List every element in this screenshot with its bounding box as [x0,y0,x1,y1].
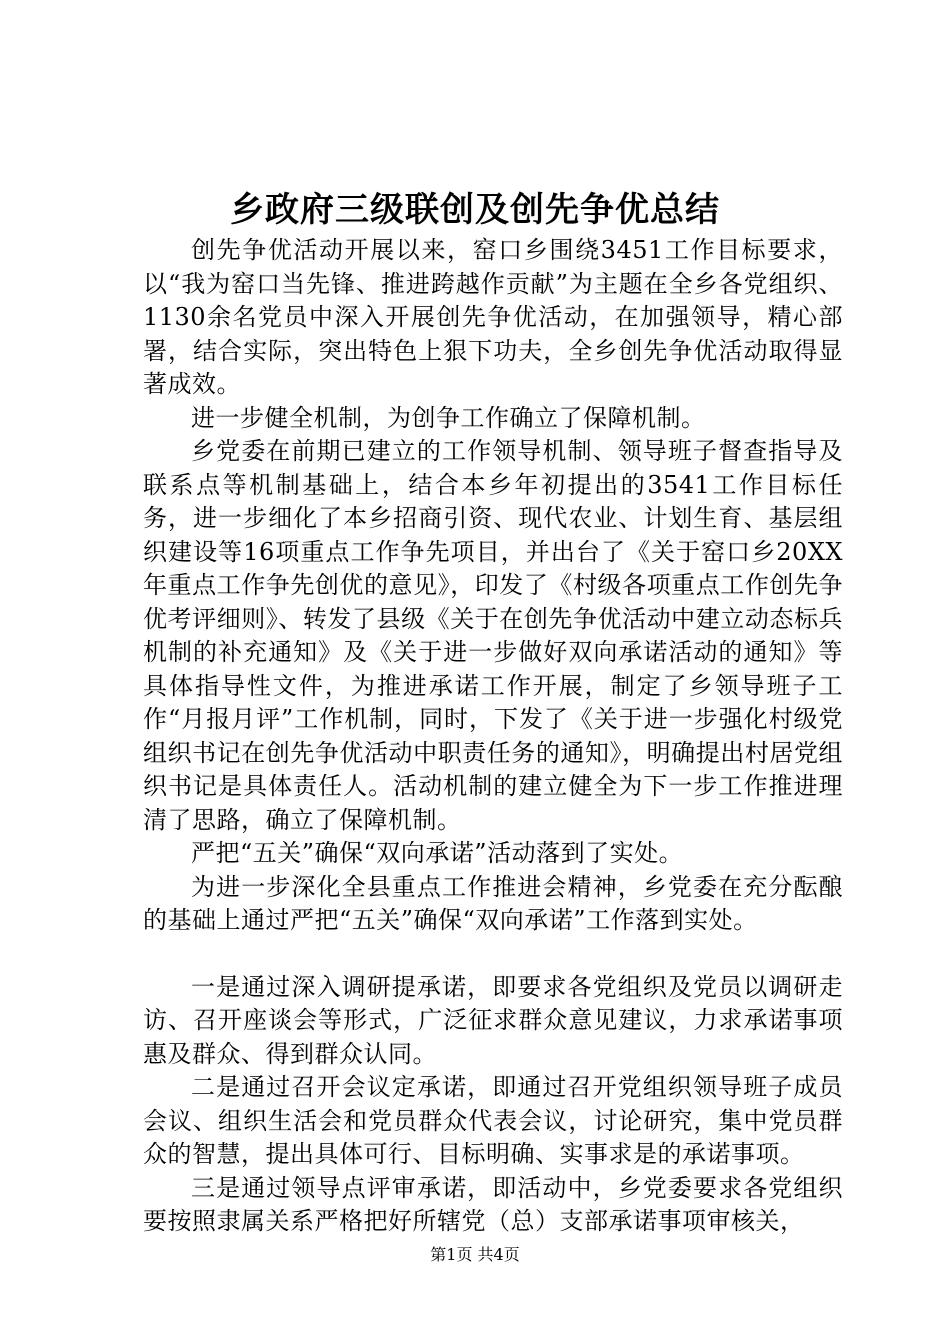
paragraph-heading-five-gates: 严把“五关”确保“双向承诺”活动落到了实处。 [191,839,684,867]
paragraph-intro: 创先争优活动开展以来，窑口乡围绕3451工作目标要求，以“我为窑口当先锋、推进跨越作贡献”为主题在全乡各党组织、1130余名党员中深入开展创先争优活动，在加强领导，精心部署，结合实际，突出特色上狠下功夫，全乡创先争优活动取得显著成效。 [143,236,843,398]
paragraph-item-one: 一是通过深入调研提承诺，即要求各党组织及党员以调研走访、召开座谈会等形式，广泛征求群众意见建议，力求承诺事项惠及群众、得到群众认同。 [143,972,843,1068]
document-body [143,234,843,1239]
document-title: 乡政府三级联创及创先争优总结 [230,190,720,230]
paragraph-heading-mechanism: 进一步健全机制，为创争工作确立了保障机制。 [191,403,706,432]
paragraph-mechanism-detail: 乡党委在前期已建立的工作领导机制、领导班子督查指导及联系点等机制基础上，结合本乡年初提出的3541工作目标任务，进一步细化了本乡招商引资、现代农业、计划生育、基层组织建设等16项重点工作争先项目，并出台了《关于窑口乡20XX年重点工作争先创优的意见》，印发了《村级各项重点工作创先争优考评细则》、转发了县级《关于在创先争优活动中建立动态标兵机制的补充通知》及《关于进一步做好双向承诺活动的通知》等具体指导性文件，为推进承诺工作开展，制定了乡领导班子工作“月报月评”工作机制，同时，下发了《关于进一步强化村级党组织书记在创先争优活动中职责任务的通知》，明确提出村居党组织书记是具体责任人。活动机制的建立健全为下一步工作推进理清了思路，确立了保障机制。 [143,437,843,834]
page-number-footer: 第1页 共4页 [430,1245,520,1264]
paragraph-five-gates-intro: 为进一步深化全县重点工作推进会精神，乡党委在充分酝酿的基础上通过严把“五关”确保“双向承诺”工作落到实处。 [143,872,843,934]
paragraph-item-three: 三是通过领导点评审承诺，即活动中，乡党委要求各党组织要按照隶属关系严格把好所辖党（总）支部承诺事项审核关， [143,1173,843,1235]
paragraph-item-two: 二是通过召开会议定承诺，即通过召开党组织领导班子成员会议、组织生活会和党员群众代表会议，讨论研究，集中党员群众的智慧，提出具体可行、目标明确、实事求是的承诺事项。 [143,1073,843,1168]
